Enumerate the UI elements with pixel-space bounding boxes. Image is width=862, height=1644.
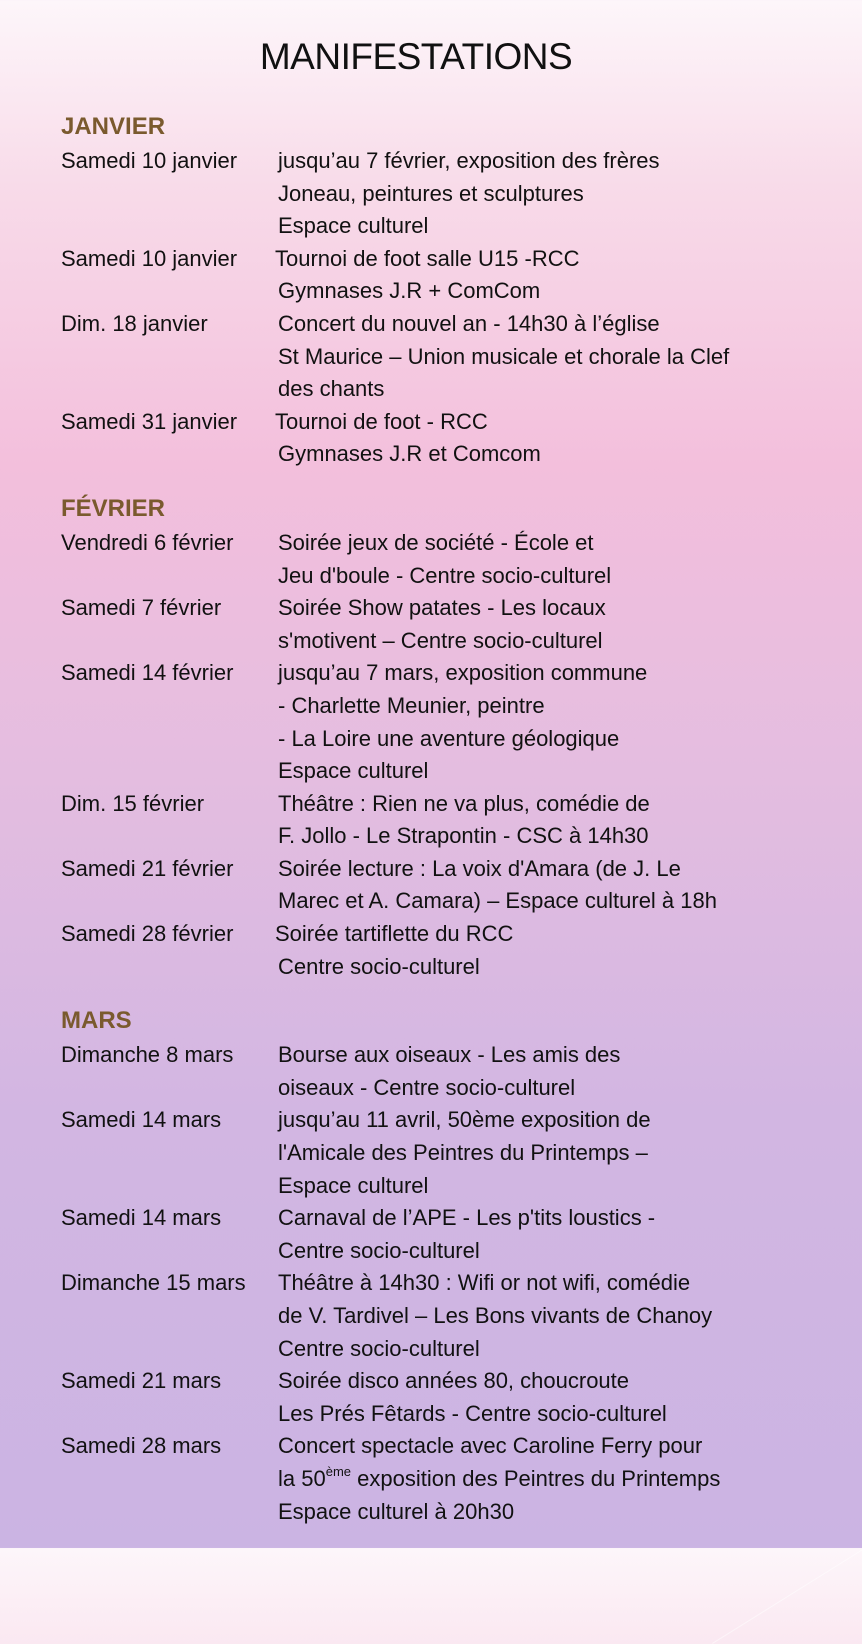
event-item xyxy=(61,1430,841,1528)
event-line: Carnaval de l’APE - Les p'tits loustics - xyxy=(278,1205,656,1231)
event-line: Soirée tartiflette du RCC xyxy=(275,921,514,947)
event-date: Samedi 14 mars xyxy=(61,1107,222,1133)
event-line: des chants xyxy=(278,376,385,402)
event-line: Tournoi de foot - RCC xyxy=(275,408,488,434)
event-date: Samedi 10 janvier xyxy=(61,148,238,173)
event-date: Samedi 10 janvier xyxy=(61,245,238,271)
event-line: Centre socio-culturel xyxy=(278,953,480,979)
event-line: jusqu’au 11 avril, 50ème exposition de xyxy=(278,1107,651,1133)
event-line: s'motivent – Centre socio-culturel xyxy=(278,627,603,653)
event-line: - La Loire une aventure géologique xyxy=(278,725,620,751)
event-line: Espace culturel à 20h30 xyxy=(278,1498,515,1524)
event-date: Samedi 28 février xyxy=(61,921,234,947)
event-description xyxy=(278,853,717,918)
event-item xyxy=(61,788,841,853)
event-item xyxy=(61,527,841,592)
event-line: Tournoi de foot salle U15 -RCC xyxy=(275,245,580,271)
event-date: Samedi 14 mars xyxy=(61,1205,222,1231)
event-item xyxy=(61,308,841,406)
event-item xyxy=(61,406,841,471)
event-line: Concert spectacle avec Caroline Ferry pour xyxy=(278,1433,703,1459)
event-line: Soirée lecture : La voix d'Amara (de J. Le xyxy=(278,855,681,881)
event-description xyxy=(275,406,541,471)
events-list xyxy=(61,108,841,1528)
event-line-prefix: la 50 xyxy=(278,1465,326,1491)
event-description xyxy=(278,1365,667,1430)
event-line xyxy=(278,1463,720,1496)
event-description xyxy=(278,1039,620,1104)
event-line: Centre socio-culturel xyxy=(278,1335,480,1361)
event-item xyxy=(61,243,841,308)
event-description xyxy=(278,1202,655,1267)
event-line: Gymnases J.R + ComCom xyxy=(278,278,541,304)
event-description xyxy=(278,145,660,243)
event-line: Soirée disco années 80, choucroute xyxy=(278,1368,630,1394)
event-item xyxy=(61,145,841,243)
page-title: MANIFESTATIONS xyxy=(259,36,573,77)
event-line: de V. Tardivel – Les Bons vivants de Chanoy xyxy=(278,1303,713,1328)
event-item xyxy=(61,1039,841,1104)
event-date: Samedi 21 février xyxy=(61,855,234,881)
event-item xyxy=(61,1267,841,1365)
event-line: Joneau, peintures et sculptures xyxy=(278,180,584,206)
event-line: Espace culturel xyxy=(278,758,429,784)
event-date: Samedi 21 mars xyxy=(61,1368,222,1394)
event-date: Dimanche 15 mars xyxy=(61,1270,246,1296)
event-description xyxy=(278,592,606,657)
event-date: Samedi 7 février xyxy=(61,595,222,621)
event-description xyxy=(278,1430,720,1528)
event-item xyxy=(61,592,841,657)
event-line: Concert du nouvel an - 14h30 à l’église xyxy=(278,310,660,336)
event-line: Jeu d'boule - Centre socio-culturel xyxy=(278,562,612,588)
event-line: Soirée Show patates - Les locaux xyxy=(278,595,606,621)
event-description xyxy=(278,308,729,406)
decorative-line xyxy=(712,1537,862,1644)
event-line: Théâtre : Rien ne va plus, comédie de xyxy=(278,790,650,816)
event-description xyxy=(275,243,579,308)
event-line: Espace culturel xyxy=(278,213,429,239)
event-line: Les Prés Fêtards - Centre socio-culturel xyxy=(278,1400,667,1426)
event-line-rest: exposition des Peintres du Printemps xyxy=(351,1465,721,1491)
event-line: Centre socio-culturel xyxy=(278,1237,480,1263)
event-item xyxy=(61,657,841,787)
event-line: Soirée jeux de société - École et xyxy=(278,529,594,555)
event-line: St Maurice – Union musicale et chorale la Clef xyxy=(278,343,730,369)
event-line: Espace culturel xyxy=(278,1172,429,1198)
event-line: Marec et A. Camara) – Espace culturel à 18h xyxy=(278,888,717,914)
event-date: Samedi 31 janvier xyxy=(61,408,238,434)
event-line: Théâtre à 14h30 : Wifi or not wifi, comédie xyxy=(278,1270,691,1296)
event-description xyxy=(278,527,611,592)
month-heading-janvier: JANVIER xyxy=(61,113,166,140)
event-description xyxy=(275,918,513,983)
event-line: oiseaux - Centre socio-culturel xyxy=(278,1074,576,1100)
event-item xyxy=(61,918,841,983)
event-date: Samedi 28 mars xyxy=(61,1433,222,1459)
event-line: - Charlette Meunier, peintre xyxy=(278,692,545,718)
event-date: Vendredi 6 février xyxy=(61,529,234,555)
event-item xyxy=(61,1365,841,1430)
event-date: Dim. 15 février xyxy=(61,790,205,816)
event-line: jusqu’au 7 mars, exposition commune xyxy=(278,660,648,686)
event-item xyxy=(61,1104,841,1202)
event-item xyxy=(61,853,841,918)
event-description xyxy=(278,788,650,853)
event-line: Bourse aux oiseaux - Les amis des xyxy=(278,1042,621,1068)
event-line: jusqu’au 7 février, exposition des frères xyxy=(278,148,660,173)
event-date: Samedi 14 février xyxy=(61,660,234,686)
event-description xyxy=(278,657,647,787)
event-line: l'Amicale des Peintres du Printemps – xyxy=(278,1140,648,1166)
month-heading-fevrier: FÉVRIER xyxy=(61,494,166,522)
event-date: Dimanche 8 mars xyxy=(61,1042,234,1068)
event-line: Gymnases J.R et Comcom xyxy=(278,441,541,467)
event-description xyxy=(278,1104,651,1202)
event-description xyxy=(278,1267,712,1365)
event-date: Dim. 18 janvier xyxy=(61,310,208,336)
month-heading-mars: MARS xyxy=(61,1007,132,1035)
event-item xyxy=(61,1202,841,1267)
event-line: F. Jollo - Le Strapontin - CSC à 14h30 xyxy=(278,823,649,849)
ordinal-suffix: ème xyxy=(325,1463,352,1479)
